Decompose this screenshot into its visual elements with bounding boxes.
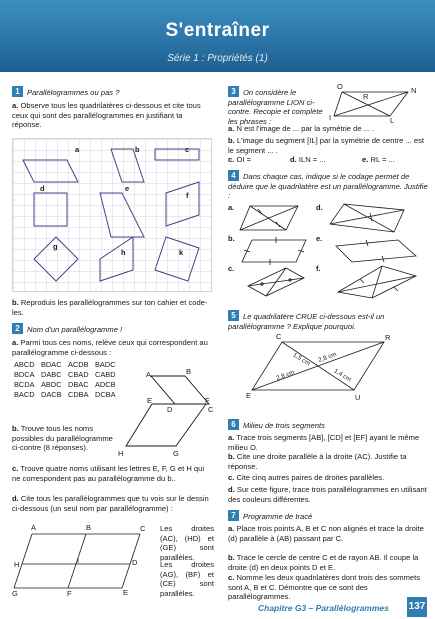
shape-label-g: g [53, 242, 58, 251]
ex6-question-a: a. Trace trois segments [AB], [CD] et [EF] ayant le même milieu O. [228, 433, 420, 452]
shape-label-k: k [179, 248, 184, 257]
ex4-label-f: f. [316, 264, 321, 273]
shape-d [34, 193, 67, 226]
shape-label-f: f [186, 191, 189, 200]
ex2-title: Nom d'un parallélogramme ! [27, 325, 123, 334]
ex1-title-row [12, 86, 212, 98]
ex3-questions-cde: c. OI = d. ILN = ... e. RL = ... [228, 155, 395, 164]
ex5-length-3: 2,8 cm [275, 368, 296, 383]
ex7-title-row: 7 Programme de tracé [228, 510, 428, 522]
ex5-figure-crue [236, 336, 416, 400]
ex4-figure-a [236, 200, 306, 236]
ex4-label-a: a. [228, 203, 235, 212]
ex4-label-d: d. [316, 203, 323, 212]
ex2-number: 2 [12, 323, 23, 334]
ex7-question-b: b. Trace le cercle de centre C et de rayon AB. Il coupe la droite (d) en deux points D et E. [228, 553, 419, 572]
ex2-name-list: ABCD BDAC ACDB BADC BDCA DABC CBAD CABD BCDA ABDC DBAC ADCB BACD DACB CDBA DCBA [14, 360, 116, 399]
ex1-question-a: a. Observe tous les quadrilatères ci-dessous et cite tous ceux qui sont des parallélogrammes en justifiant ta réponse. [12, 101, 201, 130]
page-title: S'entraîner [165, 20, 270, 41]
shape-e [100, 193, 144, 237]
shape-h [100, 237, 133, 281]
ex7-question-a: a. Place trois points A, B et C non alignés et trace la droite (d) parallèle à (AB) passant par C. [228, 524, 424, 543]
ex5-intro: 5 Le quadrilatère CRUE ci-dessous est-il un parallélogramme ? Explique pourquoi. [228, 311, 385, 331]
ex2-figure-d [12, 528, 160, 596]
ex4-label-b: b. [228, 234, 235, 243]
shape-label-b: b [135, 145, 140, 154]
ex2-question-b: b. Trouve tous les noms possibles du parallélogramme ci-contre (8 réponses). [12, 424, 113, 453]
shape-f [166, 182, 199, 226]
ex4-intro: 4 Dans chaque cas, indique si le codage permet de déduire que le quadrilatère est un parallélogramme. Justifie : [228, 171, 428, 201]
series-subtitle: Série 1 : Propriétés (1) [167, 53, 268, 64]
page-number: 137 [407, 597, 427, 617]
shape-c [155, 149, 199, 160]
ex4-figure-c [244, 262, 314, 302]
ex3-intro: 3 On considère le parallélogramme LION ci-contre. Recopie et complète les phrases : [228, 87, 323, 126]
ex5-length-4: 1,4 cm [332, 367, 353, 384]
ex2-question-a: a. Parmi tous ces noms, relève ceux qui correspondent au parallélogramme ci-dessous : [12, 338, 208, 357]
ex6-question-b: b. Cite une droite parallèle à la droite (AC). Justifie ta réponse. [228, 452, 407, 471]
ex5-length-2: 2,8 cm [317, 350, 338, 365]
ex4-figure-f [332, 262, 424, 302]
ex5-number: 5 [228, 310, 239, 321]
ex6-number: 6 [228, 419, 239, 430]
ex1-question-b: b. Reproduis les parallélogrammes sur ton cahier et code-les. [12, 298, 208, 317]
ex6-question-c: c. Cite cinq autres paires de droites parallèles. [228, 473, 385, 482]
ex5-length-1: 1,5 cm [291, 351, 312, 368]
ex1-shapes [12, 138, 212, 292]
ex2-question-c: c. Trouve quatre noms utilisant les lettres E, F, G et H qui ne correspondent pas au parallélogramme du b.. [12, 464, 205, 483]
page-header [0, 0, 435, 72]
ex2-parallelogram-efgh [120, 398, 214, 458]
shape-label-a: a [75, 145, 80, 154]
ex4-label-c: c. [228, 264, 235, 273]
ex3-question-b: b. L'image du segment [IL] par la symétrie de centre ... est le segment ... . [228, 136, 425, 155]
ex1-title: Parallélogrammes ou pas ? [27, 88, 120, 97]
ex2-side-text-2: Les droites (AG), (BF) et (CE) sont parallèles. [160, 560, 214, 598]
ex2-question-d: d. Cite tous les parallélogrammes que tu vois sur le dessin ci-dessous (un seul nom par parallélogramme) : [12, 494, 209, 513]
ex6-title-row: 6 Milieu de trois segments [228, 419, 428, 431]
shape-label-h: h [121, 248, 126, 257]
ex2-title-row [12, 323, 212, 335]
ex6-question-d: d. Sur cette figure, trace trois parallélogrammes en utilisant des couleurs différentes. [228, 485, 427, 504]
ex1-number: 1 [12, 86, 23, 97]
ex7-question-c: c. Nomme les deux quadrilatères dont trois des sommets sont A, B et C. Démontre que ce sont des parallélogrammes. [228, 573, 421, 602]
ex4-number: 4 [228, 170, 239, 181]
ex3-number: 3 [228, 86, 239, 97]
ex7-number: 7 [228, 510, 239, 521]
ex3-question-a: a. N est l'image de ... par la symétrie de ... . [228, 124, 375, 133]
footer-chapter: Chapitre G3 – Parallélogrammes [258, 603, 389, 613]
shape-label-d: d [40, 184, 45, 193]
shape-a [23, 160, 78, 182]
ex2-side-text-1: Les droites (AC), (HD) et (GE) sont parallèles. [160, 524, 214, 562]
shape-label-e: e [125, 184, 130, 193]
ex4-figure-d [324, 200, 424, 236]
ex4-label-e: e. [316, 234, 323, 243]
shape-k [155, 237, 199, 281]
shape-label-c: c [185, 145, 190, 154]
